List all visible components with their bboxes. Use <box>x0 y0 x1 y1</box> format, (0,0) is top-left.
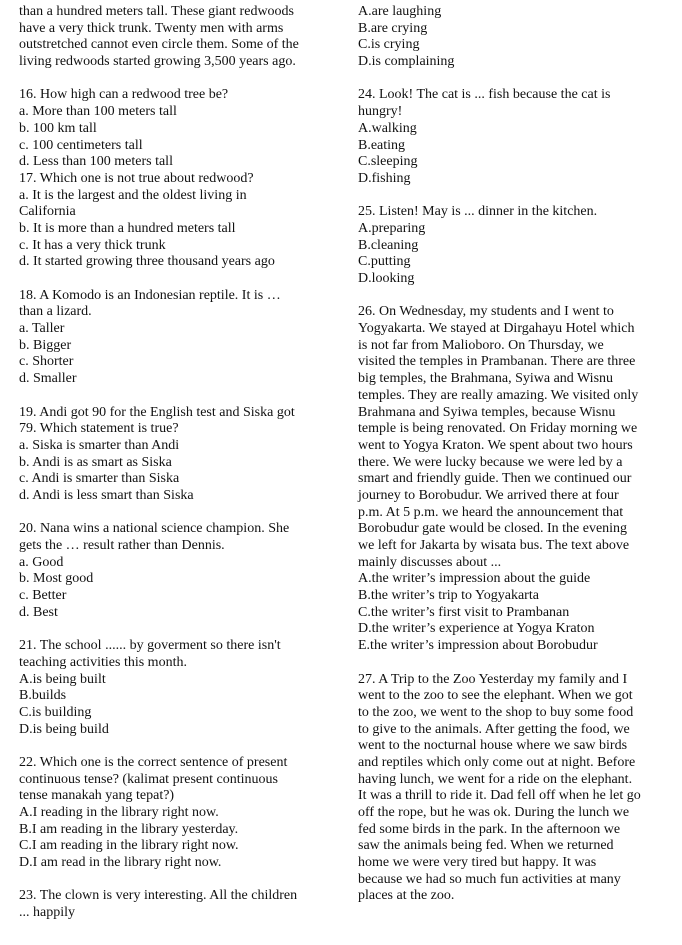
question-25 <box>358 204 676 287</box>
answer-option: D.I am read in the library right now. <box>19 855 222 871</box>
text-line: have a very thick trunk. Twenty men with arms <box>19 20 284 36</box>
question-text: than a lizard. <box>19 304 92 320</box>
question-text: 18. A Komodo is an Indonesian reptile. It is … <box>19 287 281 303</box>
question-text: and reptiles which only come out at night. Before <box>358 754 636 770</box>
answer-option: California <box>19 204 76 220</box>
question-text: is not far from Malioboro. On Thursday, we <box>358 337 604 353</box>
answer-option: C.putting <box>358 254 411 270</box>
question-text: saw the animals being fed. When we returned <box>358 838 614 854</box>
question-text: big temples, the Brahmana, Syiwa and Wisnu <box>358 371 614 387</box>
answer-option: C.the writer’s first visit to Prambanan <box>358 604 570 620</box>
answer-option: d. Less than 100 meters tall <box>19 154 173 170</box>
answer-option: A.the writer’s impression about the guide <box>358 571 591 587</box>
answer-option: c. Andi is smarter than Siska <box>19 471 180 487</box>
answer-option: b. Most good <box>19 571 94 587</box>
question-text: hungry! <box>358 104 403 120</box>
question-text: continuous tense? (kalimat present continuous <box>19 771 278 787</box>
answer-option: a. Taller <box>19 321 65 337</box>
answer-option: A.I reading in the library right now. <box>19 805 219 820</box>
question-text: 27. A Trip to the Zoo Yesterday my family and I <box>358 671 628 687</box>
passage-end <box>19 4 337 71</box>
paragraph-gap <box>19 872 337 889</box>
question-text: 20. Nana wins a national science champion. She <box>19 521 290 537</box>
answer-option: C.is building <box>19 704 92 720</box>
answer-option: a. Siska is smarter than Andi <box>19 437 180 453</box>
answer-option: d. Smaller <box>19 371 77 387</box>
answer-option: B.builds <box>19 688 67 704</box>
question-21 <box>19 638 337 738</box>
answer-option: b. 100 km tall <box>19 120 97 136</box>
question-text: 21. The school ...... by goverment so there isn't <box>19 638 281 654</box>
question-text: fed some birds in the park. In the afternoon we <box>358 821 621 837</box>
answer-option: a. Good <box>19 554 64 570</box>
answer-option: C.sleeping <box>358 154 418 170</box>
paragraph-gap <box>19 71 337 88</box>
question-text: mainly discusses about ... <box>358 554 502 570</box>
question-19 <box>19 405 337 505</box>
question-text: 26. On Wednesday, my students and I went to <box>358 304 614 320</box>
question-16 <box>19 87 337 170</box>
question-text: went to Yogya Kraton. We spent about two hours <box>358 437 633 453</box>
question-17 <box>19 171 337 271</box>
question-text: smart and friendly guide. Then we continued our <box>358 471 632 487</box>
question-20 <box>19 521 337 621</box>
text-line: outstretched cannot even circle them. Some of the <box>19 37 299 53</box>
answer-option: a. It is the largest and the oldest living in <box>19 187 247 203</box>
question-text: temples. They are really amazing. We visited only <box>358 387 639 403</box>
question-text: home we were very tired but happy. It was <box>358 855 597 871</box>
question-text: places at the zoo. <box>358 888 455 904</box>
question-text: It was a thrill to ride it. Dad fell off when he let go <box>358 788 641 804</box>
question-text: 19. Andi got 90 for the English test and Siska got <box>19 404 295 420</box>
question-18 <box>19 288 337 388</box>
paragraph-gap <box>19 271 337 288</box>
question-text: Borobudur gate would be closed. In the evening <box>358 521 628 537</box>
question-text: to give to the animals. After getting the food, we <box>358 721 630 737</box>
answer-option: B.I am reading in the library yesterday. <box>19 821 239 837</box>
question-text: we left for Jakarta by wisata bus. The text above <box>358 538 630 553</box>
question-text: journey to Borobudur. We arrived there at four <box>358 487 619 503</box>
answer-option: C.is crying <box>358 37 420 53</box>
paragraph-gap <box>19 738 337 755</box>
question-text: Brahmana and Syiwa temples, because Wisnu <box>358 404 616 420</box>
answer-option: d. Andi is less smart than Siska <box>19 487 194 503</box>
paragraph-gap <box>358 71 676 88</box>
answer-option: B.the writer’s trip to Yogyakarta <box>358 588 539 604</box>
answer-option: d. Best <box>19 604 58 620</box>
answer-option: D.the writer’s experience at Yogya Kraton <box>358 621 595 637</box>
paragraph-gap <box>19 505 337 522</box>
question-24 <box>358 87 676 187</box>
question-text: there. We were lucky because we were led by a <box>358 454 623 470</box>
question-text: to the zoo, we went to the shop to buy some food <box>358 704 634 720</box>
question-text: went to the nocturnal house where we saw birds <box>358 738 628 754</box>
right-column <box>358 4 676 905</box>
text-line: than a hundred meters tall. These giant redwoods <box>19 4 294 19</box>
question-text: 22. Which one is the correct sentence of present <box>19 754 288 770</box>
answer-option: c. 100 centimeters tall <box>19 137 143 153</box>
question-text: off the rope, but he was ok. During the lunch we <box>358 805 630 820</box>
question-text: 24. Look! The cat is ... fish because the cat is <box>358 87 611 103</box>
text-line: living redwoods started growing 3,500 years ago. <box>19 54 296 70</box>
answer-option: d. It started growing three thousand years ago <box>19 254 275 270</box>
answer-option: b. Andi is as smart as Siska <box>19 454 172 470</box>
question-text: temple is being renovated. On Friday morning we <box>358 421 638 437</box>
answer-option: c. Better <box>19 588 67 604</box>
paragraph-gap <box>358 655 676 672</box>
question-text: Yogyakarta. We stayed at Dirgahayu Hotel which <box>358 321 635 337</box>
answer-option: B.cleaning <box>358 237 419 253</box>
question-text: 17. Which one is not true about redwood? <box>19 170 254 186</box>
question-text: 23. The clown is very interesting. All the children <box>19 888 298 904</box>
question-text: teaching activities this month. <box>19 654 187 670</box>
question-text: p.m. At 5 p.m. we heard the announcement that <box>358 504 624 520</box>
paragraph-gap <box>358 188 676 205</box>
answer-option: D.is being build <box>19 721 109 737</box>
question-text: 16. How high can a redwood tree be? <box>19 87 229 103</box>
answer-option: C.I am reading in the library right now. <box>19 838 239 854</box>
question-23 <box>19 888 337 921</box>
answer-option: D.looking <box>358 271 415 286</box>
question-text: because we had so much fun activities at many <box>358 871 621 887</box>
question-text: visited the temples in Prambanan. There are three <box>358 354 636 370</box>
paragraph-gap <box>19 621 337 638</box>
answer-option: A.preparing <box>358 220 426 236</box>
answer-option: B.eating <box>358 137 406 153</box>
question-text: having lunch, we went for a ride on the elephant. <box>358 771 633 787</box>
answer-option: D.fishing <box>358 170 411 186</box>
answer-option: B.are crying <box>358 20 428 36</box>
answer-option: A.are laughing <box>358 4 442 19</box>
answer-option: c. It has a very thick trunk <box>19 237 166 253</box>
answer-option: b. It is more than a hundred meters tall <box>19 220 236 236</box>
question-text: ... happily <box>19 905 75 921</box>
paragraph-gap <box>358 288 676 305</box>
answer-option: A.is being built <box>19 671 106 687</box>
question-text: 79. Which statement is true? <box>19 421 179 437</box>
answer-option: E.the writer’s impression about Borobudur <box>358 638 598 654</box>
question-22 <box>19 755 337 872</box>
question-23-options <box>358 4 676 71</box>
question-text: tense manakah yang tepat?) <box>19 788 175 804</box>
left-column <box>19 4 337 922</box>
question-26 <box>358 304 676 654</box>
paragraph-gap <box>19 388 337 405</box>
question-text: gets the … result rather than Dennis. <box>19 538 225 553</box>
answer-option: D.is complaining <box>358 54 455 70</box>
question-27 <box>358 672 676 906</box>
question-text: went to the zoo to see the elephant. When we got <box>358 688 633 704</box>
answer-option: a. More than 100 meters tall <box>19 104 177 120</box>
answer-option: b. Bigger <box>19 337 72 353</box>
answer-option: A.walking <box>358 120 417 136</box>
answer-option: c. Shorter <box>19 354 74 370</box>
question-text: 25. Listen! May is ... dinner in the kitchen. <box>358 204 598 220</box>
